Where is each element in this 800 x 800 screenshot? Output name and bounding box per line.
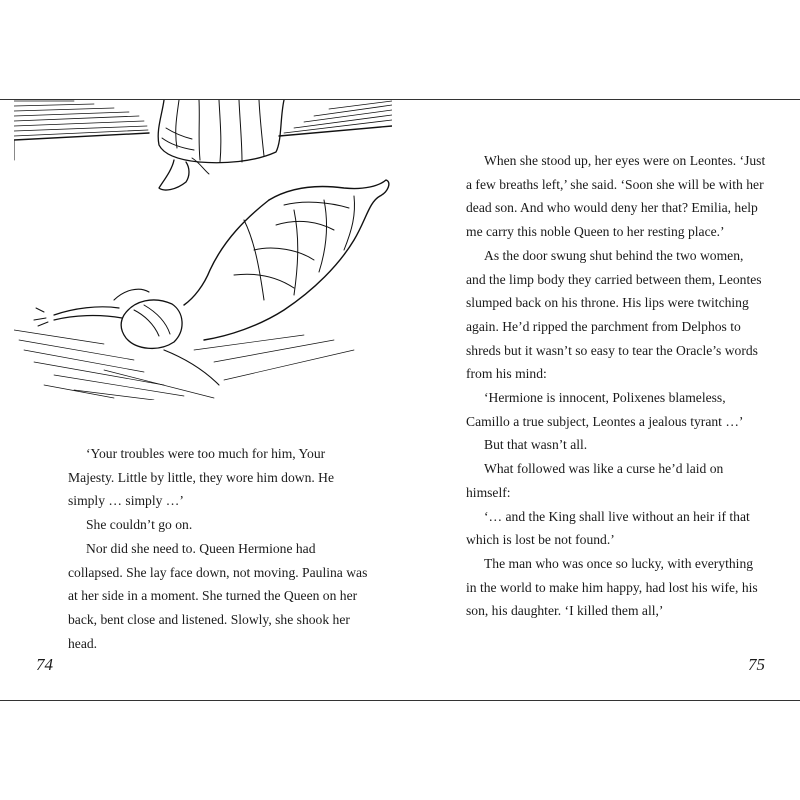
page-number-left: 74	[36, 655, 53, 674]
paragraph: As the door swung shut behind the two women, and the limp body they carried between them, Leontes slumped back on his throne. His lips were twitching again. He’d ripped the parchment from Delphos to shreds but it wasn’t so easy to tear the Oracle’s words from his mind:	[466, 247, 762, 382]
right-page-text	[466, 149, 766, 623]
book-spread	[0, 99, 800, 701]
paragraph: When she stood up, her eyes were on Leontes. ‘Just a few breaths left,’ she said. ‘Soon she will be with her dead son. And who would deny her that? Emilia, help me carry this noble Queen to her resting place.’	[466, 153, 766, 240]
paragraph: What followed was like a curse he’d laid on himself:	[466, 461, 724, 500]
paragraph: ‘Your troubles were too much for him, Your Majesty. Little by little, they wore him down. He simply … simply …’	[68, 446, 335, 509]
illustration	[14, 100, 392, 400]
page-number-right: 75	[748, 655, 765, 674]
paragraph: Nor did she need to. Queen Hermione had collapsed. She lay face down, not moving. Paulina was at her side in a moment. She turned the Queen on her back, bent close and listened. Slowly, she shook her head.	[68, 540, 368, 651]
paragraph: The man who was once so lucky, with everything in the world to make him happy, had lost his wife, his son, his daughter. ‘I killed them all,’	[466, 555, 758, 619]
paragraph: ‘Hermione is innocent, Polixenes blameless, Camillo a true subject, Leontes a jealous tyrant …’	[466, 390, 744, 429]
paragraph: She couldn’t go on.	[86, 517, 193, 533]
paragraph: But that wasn’t all.	[484, 437, 588, 453]
left-page-text	[68, 442, 368, 655]
paragraph: ‘… and the King shall live without an heir if that which is lost be not found.’	[466, 508, 750, 548]
